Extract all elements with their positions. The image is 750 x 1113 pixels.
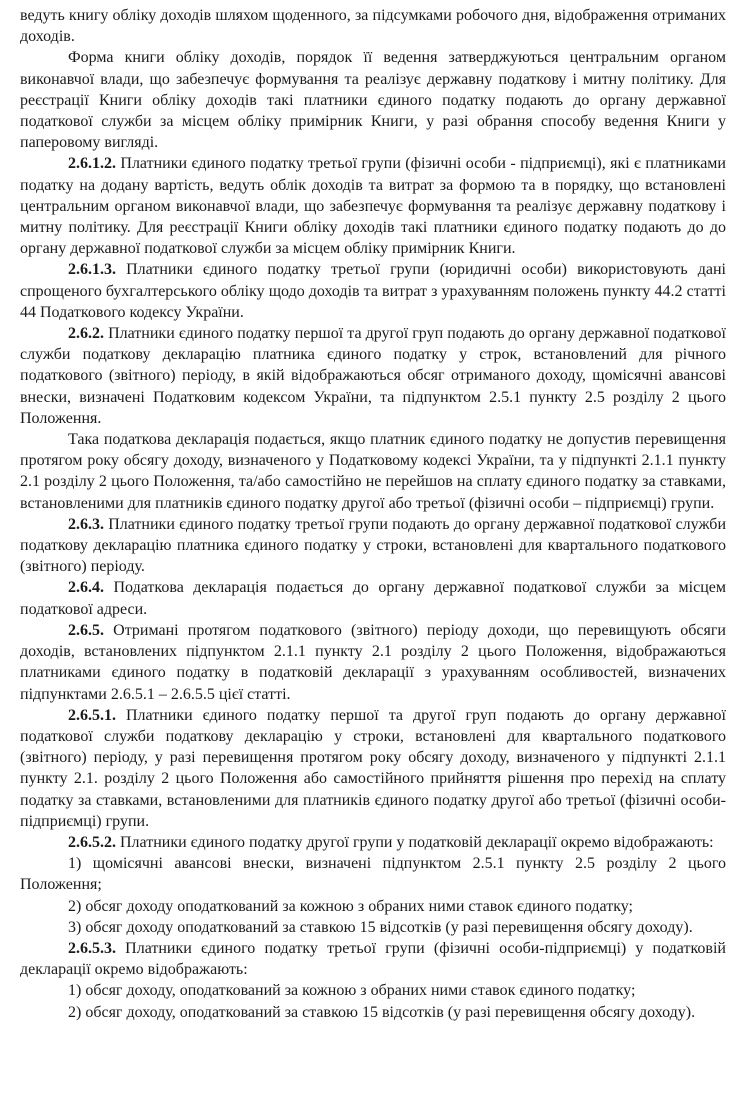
- clause-number: 2.6.1.3.: [68, 261, 116, 279]
- paragraph-declaration-submitted: Така податкова декларація подається, якщо платник єдиного податку не допустив перевищення протягом року обсягу доходу, визначеного у Податковому кодексі України, та у підпункті 2.1.1 пункту 2.1 розділу 2 цього Положення, та/або самостійно не перейшов на сплату єдиного податку за ставками, встановленими для платників єдиного податку другої або третьої (фізичні особи – підприємці) групи.: [20, 431, 726, 512]
- clause-2-6-5-2: 2.6.5.2. Платники єдиного податку другої групи у податковій декларації окремо відображають:: [68, 833, 714, 851]
- clause-number: 2.6.4.: [68, 579, 104, 597]
- clause-2-6-5: 2.6.5. Отримані протягом податкового (звітного) періоду доходи, що перевищують обсяги доходів, встановлених підпунктом 2.1.1 пункту 2.1 розділу 2 цього Положення, відображаються платниками єдиного податку в податковій декларації з урахуванням особливостей, визначених підпунктами 2.6.5.1 – 2.6.5.5 цієї статті.: [20, 621, 726, 703]
- list-item: 1) обсяг доходу, оподаткований за кожною з обраних ними ставок єдиного податку;: [68, 982, 636, 1000]
- clause-2-6-4: 2.6.4. Податкова декларація подається до органу державної податкової служби за місцем податкової адреси.: [20, 579, 726, 618]
- paragraph-income-book-form: Форма книги обліку доходів, порядок її ведення затверджуються центральним органом виконавчої влади, що забезпечує формування та реалізує державну податкову і митну політику. Для реєстрації Книги обліку доходів такі платники єдиного податку подають до органу державної податкової служби за місцем обліку примірник Книги, у разі обрання способу ведення Книги у паперовому вигляді.: [20, 49, 726, 152]
- list-item: 2) обсяг доходу, оподаткований за ставкою 15 відсотків (у разі перевищення обсягу доходу).: [68, 1003, 696, 1021]
- clause-number: 2.6.5.2.: [68, 833, 116, 851]
- clause-number: 2.6.5.1.: [68, 706, 116, 724]
- clause-2-6-5-1: 2.6.5.1. Платники єдиного податку першої та другої груп подають до органу державної податкової служби податкову декларацію у строки, встановлені для квартального податкового (звітного) періоду, у разі перевищення протягом року обсягу доходу, визначеного у підпункті 2.1.1 пункту 2.1. розділу 2 цього Положення або самостійного прийняття рішення про перехід на сплату податку за ставками, встановленими для платників єдиного податку другої або третьої (фізичні особи-підприємці) групи.: [20, 706, 726, 830]
- clause-number: 2.6.5.3.: [68, 939, 116, 957]
- list-item: 3) обсяг доходу оподаткований за ставкою 15 відсотків (у разі перевищення обсягу доходу).: [68, 918, 693, 936]
- clause-number: 2.6.3.: [68, 515, 104, 533]
- list-item: 2) обсяг доходу оподаткований за кожною з обраних ними ставок єдиного податку;: [68, 897, 633, 915]
- list-item: 1) щомісячні авансові внески, визначені підпунктом 2.5.1 пункту 2.5 розділу 2 цього Положення;: [20, 855, 726, 894]
- clause-number: 2.6.2.: [68, 325, 104, 343]
- clause-2-6-1-2: 2.6.1.2. Платники єдиного податку третьої групи (фізичні особи - підприємці), які є платниками податку на додану вартість, ведуть облік доходів та витрат за формою та в порядку, що встановлені центральним органом виконавчої влади, що забезпечує формування та реалізує державну податкову і митну політику. Для реєстрації Книги обліку доходів такі платники єдиного податку подають до до органу державної податкової служби за місцем обліку примірник Книги.: [20, 155, 726, 258]
- clause-2-6-3: 2.6.3. Платники єдиного податку третьої групи подають до органу державної податкової служби податкову декларацію платника єдиного податку у строки, встановлені для квартального податкового (звітного) періоду.: [20, 515, 726, 576]
- clause-2-6-1-3: 2.6.1.3. Платники єдиного податку третьої групи (юридичні особи) використовують дані спрощеного бухгалтерського обліку щодо доходів та витрат з урахуванням положень пункту 44.2 статті 44 Податкового кодексу України.: [20, 261, 726, 321]
- clause-2-6-2: 2.6.2. Платники єдиного податку першої та другої груп подають до органу державної податкової служби податкову декларацію платника єдиного податку у строк, встановлений для річного податкового (звітного) періоду, в якій відображаються обсяг отриманого доходу, щомісячні авансові внески, визначені Податковим кодексом України, та підпунктом 2.5.1 пункту 2.5 розділу 2 цього Положення.: [20, 325, 726, 427]
- paragraph-continuation: ведуть книгу обліку доходів шляхом щоденного, за підсумками робочого дня, відображення отриманих доходів.: [20, 7, 726, 46]
- clause-number: 2.6.5.: [68, 621, 104, 639]
- clause-2-6-5-3: 2.6.5.3. Платники єдиного податку третьої групи (фізичні особи-підприємці) у податковій декларації окремо відображають:: [20, 939, 726, 979]
- clause-number: 2.6.1.2.: [68, 155, 116, 173]
